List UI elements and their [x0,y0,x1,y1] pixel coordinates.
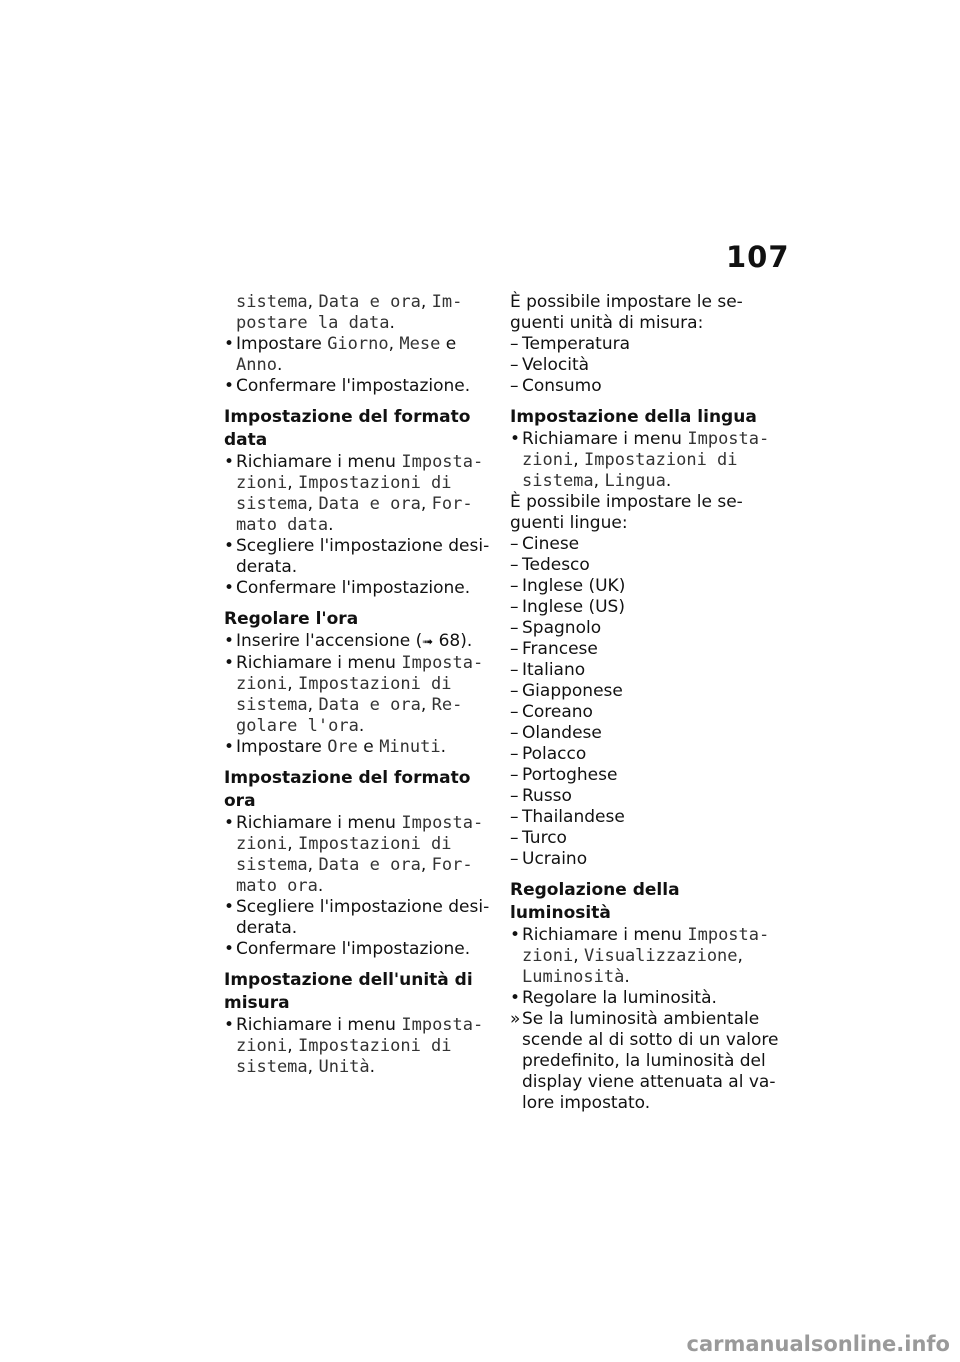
continued-text: postare la data. [236,313,395,333]
bullet-continuation: Anno. [236,355,283,375]
paragraph-languages-intro: È possibile impostare le se- guenti lingue: [510,492,743,533]
section-heading-language: Impostazione della lingua [510,407,757,427]
left-column [224,292,492,1078]
watermark: carmanualsonline.info [686,1332,950,1356]
page-number: 107 [726,240,790,274]
bullet-continuation: zioni, Impostazioni di [236,674,452,694]
bullet-continuation: golare l'ora. [236,716,365,736]
continued-text: sistema, Data e ora, Im- [236,292,463,312]
bullet-continuation: mato ora. [236,876,324,896]
language-list-item: – Inglese (UK) [510,576,785,597]
language-list-item: – Olandese [510,723,785,744]
section-heading-set-time: Regolare l'ora [224,609,359,629]
bullet-item: • Impostare Giorno, Mese e [224,334,492,355]
bullet-continuation: zioni, Impostazioni di [522,450,738,470]
section-heading-units: Impostazione dell'unità di misura [224,970,473,1013]
bullet-continuation: sistema, Data e ora, Re- [236,695,463,715]
language-list-item: – Russo [510,786,785,807]
result-continuation: display viene attenuata al va- [522,1072,776,1092]
language-list-item: – Turco [510,828,785,849]
bullet-item: • Scegliere l'impostazione desi- [224,536,492,557]
bullet-item: • Richiamare i menu Imposta- [510,925,785,946]
units-list-item: – Consumo [510,376,785,397]
bullet-continuation: mato data. [236,515,334,535]
bullet-item: • Richiamare i menu Imposta- [224,653,492,674]
bullet-continuation: sistema, Data e ora, For- [236,855,473,875]
paragraph-units-intro: È possibile impostare le se- guenti unità di misura: [510,292,743,333]
bullet-item: • Richiamare i menu Imposta- [224,452,492,473]
units-list-item: – Velocità [510,355,785,376]
language-list-item: – Spagnolo [510,618,785,639]
bullet-continuation: Luminosità. [522,967,630,987]
bullet-continuation: sistema, Data e ora, For- [236,494,473,514]
language-list-item: – Polacco [510,744,785,765]
bullet-item: • Regolare la luminosità. [510,988,785,1009]
right-column [510,292,785,1114]
bullet-continuation: zioni, Impostazioni di [236,834,452,854]
bullet-continuation: sistema, Lingua. [522,471,672,491]
bullet-continuation: derata. [236,918,298,938]
section-heading-time-format: Impostazione del formato ora [224,768,471,811]
bullet-item: • Richiamare i menu Imposta- [510,429,785,450]
language-list-item: – Tedesco [510,555,785,576]
result-item: » Se la luminosità ambientale [510,1009,785,1030]
language-list-item: – Giapponese [510,681,785,702]
result-continuation: predefinito, la luminosità del [522,1051,766,1071]
bullet-item: • Confermare l'impostazione. [224,376,492,397]
bullet-continuation: zioni, Impostazioni di [236,473,452,493]
language-list-item: – Portoghese [510,765,785,786]
bullet-continuation: zioni, Visualizzazione, [522,946,743,966]
bullet-continuation: derata. [236,557,298,577]
arrow-right-icon: ➟ [422,635,434,650]
language-list-item: – Thailandese [510,807,785,828]
language-list-item: – Inglese (US) [510,597,785,618]
bullet-continuation: zioni, Impostazioni di [236,1036,452,1056]
bullet-item: • Impostare Ore e Minuti. [224,737,492,758]
bullet-item: • Confermare l'impostazione. [224,939,492,960]
bullet-continuation: sistema, Unità. [236,1057,376,1077]
result-continuation: lore impostato. [522,1093,651,1113]
section-heading-brightness: Regolazione della luminosità [510,880,680,923]
language-list-item: – Francese [510,639,785,660]
bullet-item: • Richiamare i menu Imposta- [224,813,492,834]
bullet-item: • Confermare l'impostazione. [224,578,492,599]
language-list-item: – Italiano [510,660,785,681]
section-heading-date-format: Impostazione del formato data [224,407,471,450]
bullet-item: • Inserire l'accensione (➟ 68). [224,631,492,653]
language-list-item: – Cinese [510,534,785,555]
language-list-item: – Ucraino [510,849,785,870]
bullet-item: • Richiamare i menu Imposta- [224,1015,492,1036]
result-continuation: scende al di sotto di un valore [522,1030,779,1050]
bullet-item: • Scegliere l'impostazione desi- [224,897,492,918]
units-list-item: – Temperatura [510,334,785,355]
language-list-item: – Coreano [510,702,785,723]
